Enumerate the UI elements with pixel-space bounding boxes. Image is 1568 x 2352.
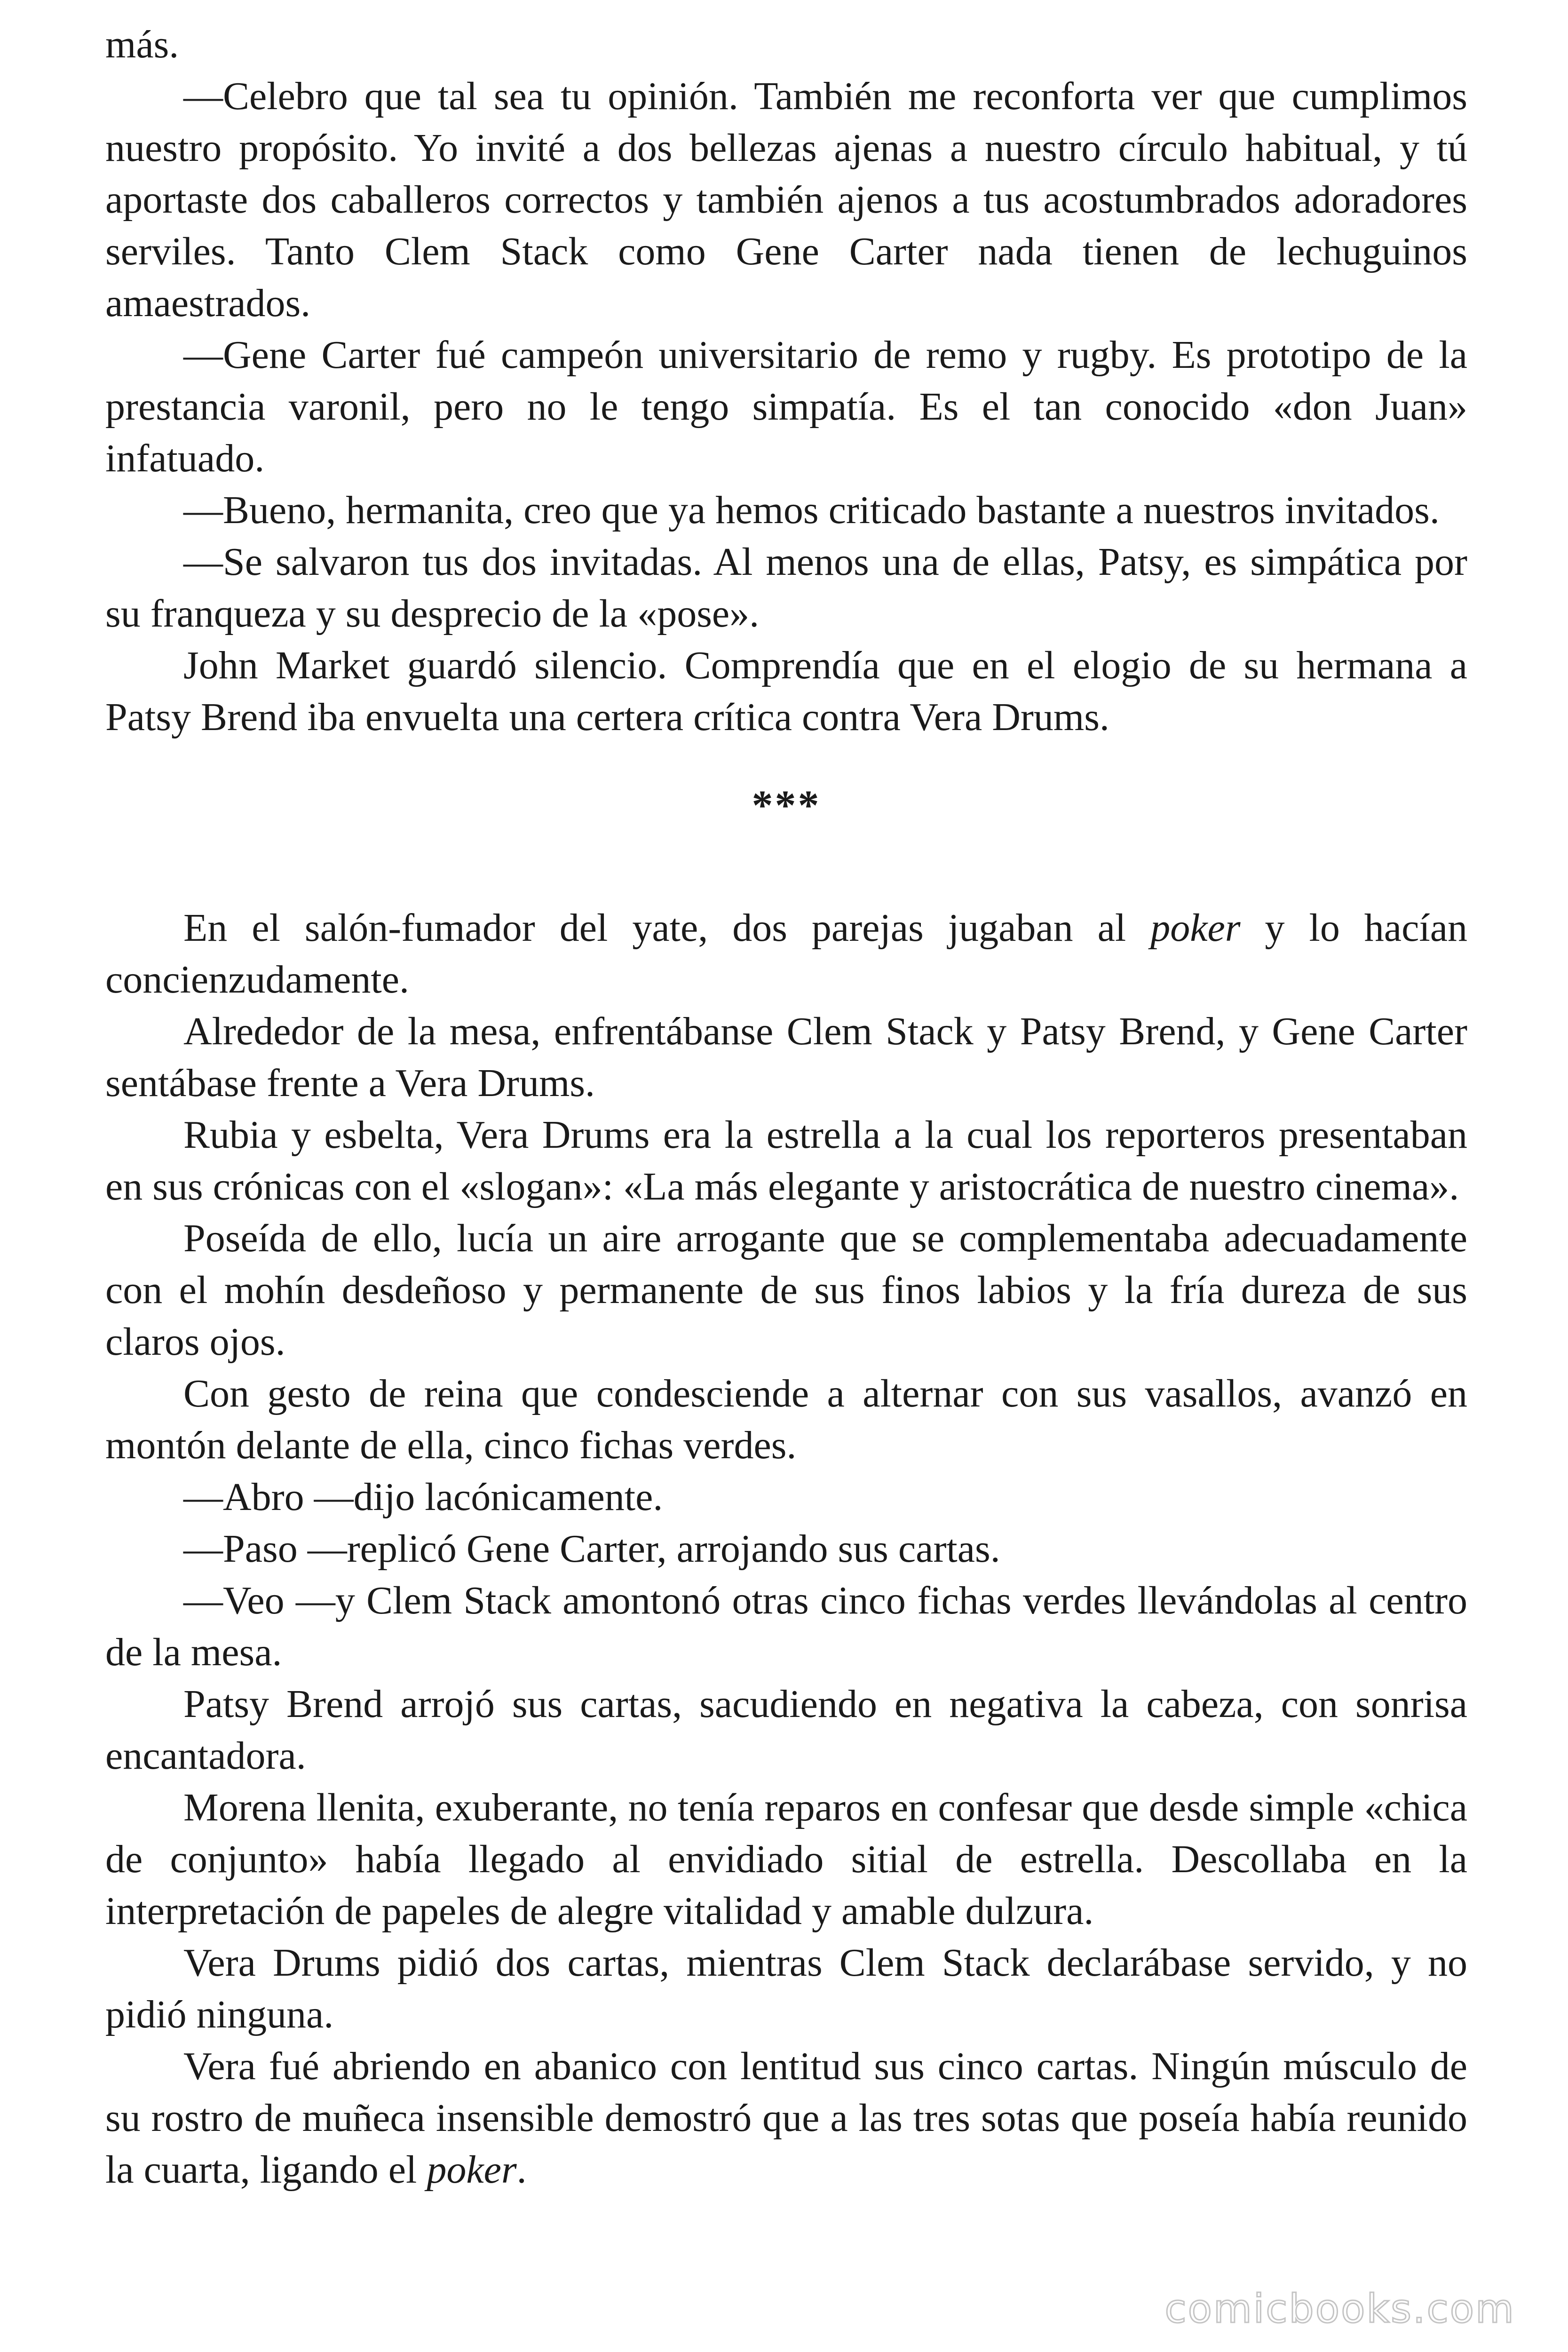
paragraph: —Paso —replicó Gene Carter, arrojando sus cartas.: [183, 1527, 1000, 1571]
paragraph: Poseída de ello, lucía un aire arrogante que se complementaba adecuadamente con el mohín desdeñoso y permanente de sus finos labios y la fría dureza de sus claros ojos.: [105, 1216, 1467, 1364]
paragraph: Rubia y esbelta, Vera Drums era la estrella a la cual los reporteros presentaban en sus crónicas con el «slogan»: «La más elegante y aristocrática de nuestro cinema».: [105, 1113, 1467, 1208]
text-run: Vera fué abriendo en abanico con lentitud sus cinco cartas. Ningún músculo de su rostro de muñeca insensible demostró que a las tres sotas que poseía había reunido la cuarta, ligando el: [105, 2044, 1467, 2192]
italic-text: poker: [1150, 906, 1241, 950]
paragraph: más.: [105, 23, 179, 66]
text-run: En el salón-fumador del yate, dos parejas jugaban al: [183, 906, 1151, 950]
paragraph: —Veo —y Clem Stack amontonó otras cinco fichas verdes llevándolas al centro de la mesa.: [105, 1579, 1467, 1674]
paragraph: [105, 902, 1467, 1006]
paragraph: —Gene Carter fué campeón universitario de remo y rugby. Es prototipo de la prestancia varonil, pero no le tengo simpatía. Es el tan conocido «don Juan» infatuado.: [105, 333, 1467, 480]
paragraph: —Se salvaron tus dos invitadas. Al menos una de ellas, Patsy, es simpática por su franqueza y su desprecio de la «pose».: [105, 540, 1467, 636]
paragraph: Vera Drums pidió dos cartas, mientras Clem Stack declarábase servido, y no pidió ninguna.: [105, 1941, 1467, 2036]
italic-text: poker: [427, 2148, 517, 2192]
top-section: [105, 19, 1467, 743]
paragraph: —Celebro que tal sea tu opinión. También me reconforta ver que cumplimos nuestro propósito. Yo invité a dos bellezas ajenas a nuestro círculo habitual, y tú aportaste dos caballeros correctos y también ajenos a tus acostumbrados adoradores serviles. Tanto Clem Stack como Gene Carter nada tienen de lechuguinos amaestrados.: [105, 74, 1467, 325]
bottom-section: [105, 902, 1467, 2196]
text-run: y lo hacían concienzudamente.: [105, 906, 1467, 1001]
paragraph: Con gesto de reina que condesciende a alternar con sus vasallos, avanzó en montón delante de ella, cinco fichas verdes.: [105, 1372, 1467, 1467]
paragraph: John Market guardó silencio. Comprendía que en el elogio de su hermana a Patsy Brend iba envuelta una certera crítica contra Vera Drums.: [105, 644, 1467, 739]
paragraph: —Abro —dijo lacónicamente.: [183, 1475, 663, 1519]
book-page: [105, 19, 1467, 2196]
paragraph: Morena llenita, exuberante, no tenía reparos en confesar que desde simple «chica de conjunto» había llegado al envidiado sitial de estrella. Descollaba en la interpretación de papeles de alegre vitalidad y amable dulzura.: [105, 1786, 1467, 1933]
paragraph: [105, 2041, 1467, 2196]
text-run: .: [516, 2148, 527, 2192]
watermark: comicbooks.com: [1164, 2286, 1515, 2332]
paragraph: Alrededor de la mesa, enfrentábanse Clem Stack y Patsy Brend, y Gene Carter sentábase frente a Vera Drums.: [105, 1009, 1467, 1105]
section-separator: ***: [752, 782, 821, 829]
paragraph: Patsy Brend arrojó sus cartas, sacudiendo en negativa la cabeza, con sonrisa encantadora.: [105, 1682, 1467, 1778]
paragraph: —Bueno, hermanita, creo que ya hemos criticado bastante a nuestros invitados.: [183, 488, 1440, 532]
